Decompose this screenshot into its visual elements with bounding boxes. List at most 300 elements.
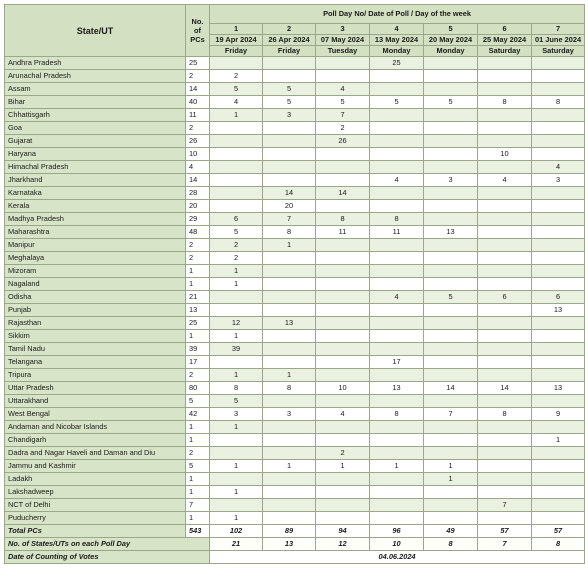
total-pcs-row (5, 525, 585, 538)
phase-cell (210, 187, 263, 200)
phase-cell (210, 96, 263, 109)
state-column-header: State/UT (5, 5, 186, 57)
phase-cell (210, 382, 263, 395)
phase-cell (532, 356, 585, 369)
phase-number: 5 (424, 24, 478, 35)
table-row (5, 109, 585, 122)
pcs-column-header (186, 5, 210, 57)
state-name: Sikkim (5, 330, 186, 343)
pcs-count: 80 (186, 382, 210, 395)
phase-day: Monday (424, 46, 478, 57)
table-row (5, 434, 585, 447)
phase-cell (263, 434, 316, 447)
total-phase-value: 96 (370, 525, 424, 538)
phase-value: 3 (233, 409, 239, 418)
phase-cell (532, 304, 585, 317)
phase-cell (370, 304, 424, 317)
phase-cell (478, 434, 532, 447)
phase-cell (263, 187, 316, 200)
phase-cell (370, 213, 424, 226)
state-name: Andhra Pradesh (5, 57, 186, 70)
phase-value: 1 (555, 435, 561, 444)
state-name: Odisha (5, 291, 186, 304)
pcs-count: 26 (186, 135, 210, 148)
phase-value: 5 (233, 227, 239, 236)
phase-value: 1 (394, 461, 399, 470)
phase-cell (316, 343, 370, 356)
phase-cell (424, 109, 478, 122)
state-name: Karnataka (5, 187, 186, 200)
phase-cell (532, 369, 585, 382)
phase-cell (532, 447, 585, 460)
phase-cell (424, 421, 478, 434)
pcs-count: 48 (186, 226, 210, 239)
phase-value: 1 (233, 110, 239, 119)
state-name: Andaman and Nicobar Islands (5, 421, 186, 434)
pcs-count: 10 (186, 148, 210, 161)
phase-cell (370, 278, 424, 291)
phase-cell (370, 239, 424, 252)
phase-date: 19 Apr 2024 (210, 35, 263, 46)
phase-cell (370, 330, 424, 343)
phase-value: 2 (340, 123, 345, 132)
phase-value: 8 (286, 383, 292, 392)
phase-cell (263, 421, 316, 434)
phase-cell (478, 343, 532, 356)
state-name: Lakshadweep (5, 486, 186, 499)
pcs-count: 1 (186, 265, 210, 278)
poll-day-title: Poll Day No/ Date of Poll / Day of the week (210, 5, 585, 24)
phase-number: 2 (263, 24, 316, 35)
phase-cell (210, 122, 263, 135)
phase-value: 8 (394, 214, 399, 223)
phase-cell (424, 161, 478, 174)
phase-cell (532, 226, 585, 239)
phase-cell (532, 200, 585, 213)
phase-value: 4 (394, 292, 399, 301)
phase-cell (316, 434, 370, 447)
phase-cell (263, 512, 316, 525)
phase-value: 7 (502, 500, 507, 509)
phase-value: 1 (233, 370, 239, 379)
phase-cell (478, 278, 532, 291)
phase-number: 6 (478, 24, 532, 35)
phase-cell (478, 83, 532, 96)
table-row (5, 395, 585, 408)
phase-cell (424, 226, 478, 239)
table-row (5, 408, 585, 421)
pcs-count: 42 (186, 408, 210, 421)
phase-cell (210, 70, 263, 83)
state-name: Uttar Pradesh (5, 382, 186, 395)
phase-date: 20 May 2024 (424, 35, 478, 46)
phase-value: 1 (286, 370, 292, 379)
phase-value: 5 (233, 84, 239, 93)
phase-cell (478, 304, 532, 317)
phase-day: Friday (263, 46, 316, 57)
phase-date: 25 May 2024 (478, 35, 532, 46)
state-name: Tamil Nadu (5, 343, 186, 356)
phase-value: 1 (233, 487, 239, 496)
table-row (5, 291, 585, 304)
phase-cell (263, 278, 316, 291)
phase-cell (532, 473, 585, 486)
table-row (5, 486, 585, 499)
phase-value: 3 (286, 409, 292, 418)
phase-cell (263, 174, 316, 187)
state-name: Ladakh (5, 473, 186, 486)
pcs-count: 7 (186, 499, 210, 512)
state-name: Telangana (5, 356, 186, 369)
pcs-count: 21 (186, 291, 210, 304)
phase-cell (210, 252, 263, 265)
pcs-count: 1 (186, 421, 210, 434)
states-phase-value: 10 (370, 538, 424, 551)
pcs-count: 1 (186, 473, 210, 486)
phase-cell (478, 252, 532, 265)
phase-cell (478, 356, 532, 369)
table-row (5, 499, 585, 512)
phase-cell (424, 330, 478, 343)
phase-cell (316, 382, 370, 395)
phase-value: 1 (233, 279, 239, 288)
phase-cell (532, 187, 585, 200)
phase-value: 4 (394, 175, 399, 184)
phase-number: 4 (370, 24, 424, 35)
phase-value: 2 (233, 253, 239, 262)
phase-cell (263, 369, 316, 382)
phase-cell (424, 252, 478, 265)
phase-cell (424, 122, 478, 135)
phase-day: Monday (370, 46, 424, 57)
table-row (5, 460, 585, 473)
phase-cell (316, 109, 370, 122)
phase-cell (424, 304, 478, 317)
phase-cell (532, 382, 585, 395)
phase-cell (263, 213, 316, 226)
phase-cell (370, 57, 424, 70)
phase-cell (263, 291, 316, 304)
phase-cell (316, 421, 370, 434)
table-row (5, 174, 585, 187)
phase-cell (316, 278, 370, 291)
phase-cell (370, 252, 424, 265)
phase-cell (532, 135, 585, 148)
phase-cell (370, 447, 424, 460)
total-pcs-value: 543 (186, 525, 210, 538)
state-name: Chhattisgarh (5, 109, 186, 122)
phase-cell (370, 161, 424, 174)
phase-cell (263, 460, 316, 473)
phase-cell (478, 96, 532, 109)
phase-cell (316, 356, 370, 369)
phase-value: 10 (500, 149, 509, 158)
phase-cell (263, 395, 316, 408)
phase-cell (316, 226, 370, 239)
phase-cell (532, 486, 585, 499)
table-row (5, 330, 585, 343)
phase-cell (532, 96, 585, 109)
phase-cell (316, 57, 370, 70)
table-row (5, 265, 585, 278)
phase-cell (424, 343, 478, 356)
phase-cell (478, 161, 532, 174)
phase-value: 2 (233, 71, 239, 80)
phase-cell (532, 70, 585, 83)
phase-cell (370, 369, 424, 382)
phase-cell (263, 486, 316, 499)
phase-cell (370, 512, 424, 525)
phase-value: 5 (233, 396, 239, 405)
phase-cell (316, 447, 370, 460)
phase-cell (478, 369, 532, 382)
phase-cell (478, 213, 532, 226)
table-row (5, 317, 585, 330)
phase-value: 14 (446, 383, 455, 392)
phase-cell (370, 187, 424, 200)
phase-cell (316, 460, 370, 473)
phase-cell (370, 395, 424, 408)
pcs-count: 4 (186, 161, 210, 174)
table-row (5, 70, 585, 83)
phase-cell (370, 148, 424, 161)
state-name: Himachal Pradesh (5, 161, 186, 174)
phase-cell (532, 291, 585, 304)
phase-cell (316, 239, 370, 252)
phase-cell (210, 135, 263, 148)
phase-cell (478, 226, 532, 239)
state-name: Uttarakhand (5, 395, 186, 408)
phase-cell (532, 408, 585, 421)
phase-cell (210, 304, 263, 317)
phase-cell (263, 408, 316, 421)
phase-value: 3 (555, 175, 561, 184)
state-name: Tripura (5, 369, 186, 382)
pcs-count: 1 (186, 330, 210, 343)
phase-cell (478, 382, 532, 395)
phase-cell (370, 291, 424, 304)
phase-cell (532, 174, 585, 187)
phase-cell (263, 83, 316, 96)
phase-cell (370, 382, 424, 395)
phase-value: 4 (502, 175, 507, 184)
phase-cell (316, 174, 370, 187)
phase-cell (424, 486, 478, 499)
phase-value: 3 (286, 110, 292, 119)
table-row (5, 473, 585, 486)
phase-cell (210, 291, 263, 304)
table-row (5, 57, 585, 70)
phase-value: 17 (392, 357, 401, 366)
state-name: Gujarat (5, 135, 186, 148)
phase-cell (532, 213, 585, 226)
phase-cell (370, 408, 424, 421)
phase-cell (478, 512, 532, 525)
phase-number: 1 (210, 24, 263, 35)
pcs-count: 5 (186, 395, 210, 408)
phase-cell (424, 57, 478, 70)
phase-cell (532, 278, 585, 291)
phase-cell (478, 421, 532, 434)
phase-cell (532, 434, 585, 447)
phase-cell (370, 135, 424, 148)
phase-cell (316, 135, 370, 148)
phase-date: 07 May 2024 (316, 35, 370, 46)
table-row (5, 226, 585, 239)
phase-cell (370, 265, 424, 278)
state-name: Chandigarh (5, 434, 186, 447)
phase-cell (316, 148, 370, 161)
phase-cell (263, 317, 316, 330)
phase-cell (370, 96, 424, 109)
phase-value: 5 (286, 97, 292, 106)
pcs-count: 11 (186, 109, 210, 122)
phase-cell (532, 330, 585, 343)
phase-cell (263, 226, 316, 239)
phase-day: Tuesday (316, 46, 370, 57)
phase-value: 1 (233, 331, 239, 340)
phase-cell (424, 83, 478, 96)
table-row (5, 148, 585, 161)
phase-value: 2 (233, 240, 239, 249)
pcs-count: 20 (186, 200, 210, 213)
table-row (5, 213, 585, 226)
phase-cell (316, 187, 370, 200)
phase-value: 5 (340, 97, 345, 106)
phase-cell (424, 512, 478, 525)
phase-cell (424, 148, 478, 161)
phase-cell (316, 408, 370, 421)
state-name: Arunachal Pradesh (5, 70, 186, 83)
phase-cell (532, 83, 585, 96)
phase-cell (370, 317, 424, 330)
pcs-count: 1 (186, 486, 210, 499)
phase-cell (532, 252, 585, 265)
phase-cell (424, 70, 478, 83)
phase-cell (478, 239, 532, 252)
phase-cell (370, 174, 424, 187)
table-footer (5, 525, 585, 564)
state-name: Punjab (5, 304, 186, 317)
phase-cell (210, 421, 263, 434)
poll-schedule-table (4, 4, 585, 564)
total-phase-value: 89 (263, 525, 316, 538)
phase-day: Saturday (532, 46, 585, 57)
table-row (5, 252, 585, 265)
phase-cell (210, 512, 263, 525)
phase-value: 5 (448, 97, 453, 106)
state-name: Puducherry (5, 512, 186, 525)
phase-cell (210, 239, 263, 252)
phase-cell (478, 460, 532, 473)
state-name: Nagaland (5, 278, 186, 291)
phase-date: 13 May 2024 (370, 35, 424, 46)
phase-cell (424, 317, 478, 330)
phase-cell (532, 57, 585, 70)
pcs-count: 2 (186, 252, 210, 265)
phase-value: 25 (392, 58, 401, 67)
phase-value: 8 (340, 214, 345, 223)
poll-schedule-table-container (4, 4, 585, 564)
phase-value: 39 (231, 344, 241, 353)
phase-value: 8 (233, 383, 239, 392)
phase-cell (210, 226, 263, 239)
pcs-count: 39 (186, 343, 210, 356)
phase-date: 26 Apr 2024 (263, 35, 316, 46)
state-name: Dadra and Nagar Haveli and Daman and Diu (5, 447, 186, 460)
phase-value: 1 (448, 461, 453, 470)
phase-cell (424, 434, 478, 447)
phase-cell (532, 343, 585, 356)
states-phase-value: 8 (424, 538, 478, 551)
phase-cell (316, 70, 370, 83)
phase-cell (370, 434, 424, 447)
phase-cell (532, 317, 585, 330)
phase-cell (424, 265, 478, 278)
phase-value: 5 (394, 97, 399, 106)
phase-cell (316, 369, 370, 382)
phase-cell (210, 148, 263, 161)
state-name: Mizoram (5, 265, 186, 278)
phase-cell (370, 343, 424, 356)
phase-cell (316, 122, 370, 135)
phase-cell (478, 395, 532, 408)
phase-cell (210, 408, 263, 421)
phase-cell (263, 135, 316, 148)
phase-cell (478, 447, 532, 460)
pcs-count: 2 (186, 447, 210, 460)
phase-cell (263, 161, 316, 174)
phase-cell (210, 278, 263, 291)
pcs-count: 40 (186, 96, 210, 109)
state-name: Madhya Pradesh (5, 213, 186, 226)
phase-cell (210, 200, 263, 213)
phase-cell (424, 239, 478, 252)
pcs-header-line-2: of (194, 26, 201, 35)
phase-value: 8 (502, 97, 507, 106)
phase-value: 26 (338, 136, 347, 145)
phase-cell (424, 473, 478, 486)
phase-cell (478, 265, 532, 278)
phase-cell (424, 408, 478, 421)
phase-day: Friday (210, 46, 263, 57)
phase-cell (424, 96, 478, 109)
table-row (5, 447, 585, 460)
phase-cell (370, 499, 424, 512)
phase-value: 8 (286, 227, 292, 236)
table-row (5, 239, 585, 252)
phase-cell (478, 499, 532, 512)
phase-value: 4 (340, 409, 345, 418)
counting-date-value: 04.06.2024 (210, 551, 585, 564)
state-name: Rajasthan (5, 317, 186, 330)
phase-cell (478, 135, 532, 148)
phase-cell (263, 473, 316, 486)
phase-cell (210, 174, 263, 187)
phase-cell (532, 395, 585, 408)
pcs-count: 2 (186, 122, 210, 135)
phase-value: 1 (233, 422, 239, 431)
phase-value: 7 (340, 110, 345, 119)
phase-cell (316, 83, 370, 96)
phase-value: 13 (392, 383, 401, 392)
pcs-count: 2 (186, 70, 210, 83)
table-row (5, 343, 585, 356)
phase-value: 4 (233, 97, 239, 106)
phase-cell (263, 265, 316, 278)
counting-date-row (5, 551, 585, 564)
phase-value: 3 (448, 175, 453, 184)
